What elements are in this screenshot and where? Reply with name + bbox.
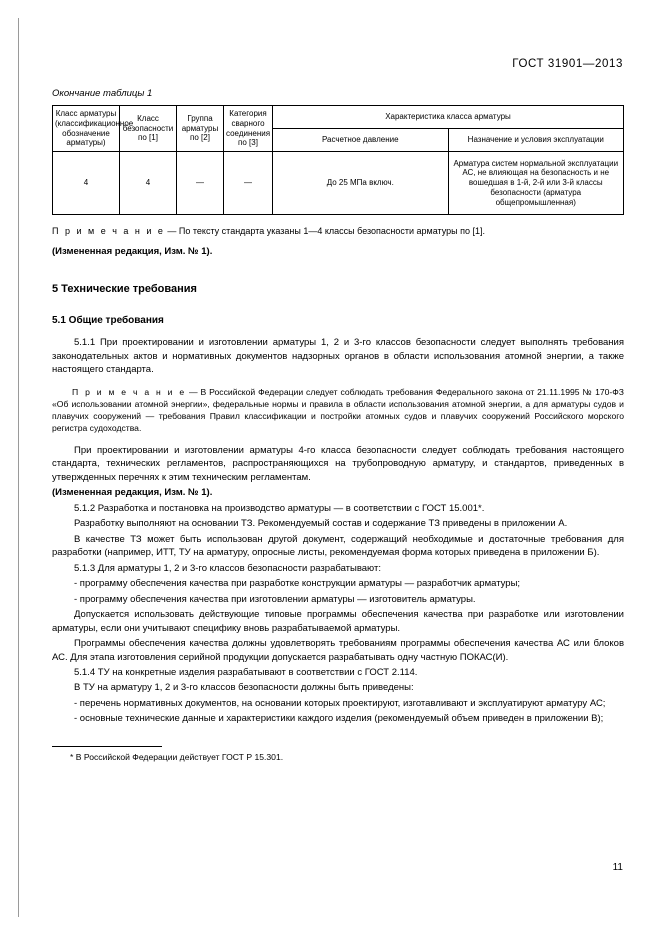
cell-design-pressure: До 25 МПа включ.: [273, 152, 449, 215]
paragraph-5-1-4-c: - перечень нормативных документов, на основании которых проектируют, изготавливают и эксплуатируют арматуру АС;: [74, 697, 606, 709]
cell-safety-class: 4: [120, 152, 177, 215]
section-heading-5-1: 5.1 Общие требования: [52, 315, 164, 327]
note-2-text: — В Российской Федерации следует соблюдать требования Федерального закона от 21.11.1995 № 170-ФЗ «Об использовании атомной энергии», федеральные нормы и правила в области использования атомной энергии, а для арматуры судов и плавучих сооружений — требования Правил классификации и постройки атомных судов и плавучих сооружений Российского морского регистра судоходства.: [52, 386, 624, 433]
cell-class-fitting: 4: [53, 152, 120, 215]
page-content: [52, 88, 624, 762]
paragraph-5-1-3-c: Допускается использовать действующие типовые программы обеспечения качества при разработке или изготовлении арматуры, если они учитывают специфику вновь разрабатываемой арматуры.: [52, 609, 624, 634]
table-note-label: П р и м е ч а н и е: [52, 226, 165, 236]
column-header-group: Группа арматуры по [2]: [177, 106, 224, 152]
page-edge-line: [18, 18, 19, 917]
paragraph-5-1-2: 5.1.2 Разработка и постановка на производство арматуры — в соответствии с ГОСТ 15.001*.: [74, 502, 485, 514]
column-header-safety-class: Класс безопасности по [1]: [120, 106, 177, 152]
paragraph-5-1-1: 5.1.1 При проектировании и изготовлении арматуры 1, 2 и 3-го классов безопасности следует выполнять требования законодательных актов и нормативных документов надзорных органов в области использования атомной энергии, а также настоящего стандарта.: [52, 337, 624, 376]
cell-group: —: [177, 152, 224, 215]
footnote-divider: [52, 746, 162, 747]
paragraph-5-1-3-a: - программу обеспечения качества при разработке конструкции арматуры — разработчик арматуры;: [74, 578, 521, 590]
paragraph-5-1-3: 5.1.3 Для арматуры 1, 2 и 3-го классов безопасности разрабатывают:: [74, 562, 381, 574]
cell-category: —: [224, 152, 273, 215]
page-header: ГОСТ 31901—2013: [512, 58, 623, 70]
table-header-row: [53, 106, 624, 129]
column-header-purpose: Назначение и условия эксплуатации: [448, 129, 624, 152]
cell-purpose: Арматура систем нормальной эксплуатации АС, не влияющая на безопасность и не вошедшая в 1-й, 2-й или 3-й классы безопасности (арматура общепромышленная): [448, 152, 624, 215]
table-caption: Окончание таблицы 1: [52, 88, 153, 99]
requirements-table: [52, 105, 624, 215]
table-row: [53, 152, 624, 215]
revision-note-2: (Измененная редакция, Изм. № 1).: [52, 487, 213, 499]
column-header-design-pressure: Расчетное давление: [273, 129, 449, 152]
column-header-category: Категория сварного соединения по [3]: [224, 106, 273, 152]
paragraph-5-1-4-b: В ТУ на арматуру 1, 2 и 3-го классов безопасности должны быть приведены:: [74, 682, 414, 694]
paragraph-5-1-2-b: Разработку выполняют на основании ТЗ. Рекомендуемый состав и содержание ТЗ приведены в приложении А.: [74, 518, 568, 530]
paragraph-5-1-2-c: В качестве ТЗ может быть использован другой документ, содержащий необходимые и достаточные требования для разработки (например, ИТТ, ТУ на арматуру, опросные листы, рекомендуемая форма которых приведена в приложении Б).: [52, 533, 624, 559]
page-number: 11: [612, 862, 623, 873]
paragraph-5-1-3-d: Программы обеспечения качества должны удовлетворять требованиям программы обеспечения качества АС или блоков АС. Для этапа изготовления серийной продукции допускается разрабатывать одну частную ПОКАС(И).: [52, 638, 624, 663]
paragraph-note-2: [52, 386, 624, 434]
paragraph-5-1-3-b: - программу обеспечения качества при изготовлении арматуры — изготовитель арматуры.: [74, 593, 476, 605]
section-heading-5: 5 Технические требования: [52, 283, 197, 296]
paragraph-after-note: При проектировании и изготовлении арматуры 4-го класса безопасности следует соблюдать требования настоящего стандарта, технических регламентов, распространяющихся на трубопроводную арматуру, и стандартов, приведенных в утвержденных перечнях к этим техническим регламентам.: [52, 444, 624, 483]
column-header-class-fitting: Класс арматуры (классификационное обозначение арматуры): [53, 106, 120, 152]
note-2-label: П р и м е ч а н и е: [72, 386, 187, 397]
table-revision-note: (Измененная редакция, Изм. № 1).: [52, 246, 213, 258]
footnote-text: * В Российской Федерации действует ГОСТ Р 15.301.: [70, 751, 284, 762]
table-note-text: — По тексту стандарта указаны 1—4 классы безопасности арматуры по [1].: [164, 226, 486, 236]
table-note: [52, 225, 624, 237]
paragraph-5-1-4-d: - основные технические данные и характеристики каждого изделия (рекомендуемый объем приведен в приложении В);: [74, 713, 604, 725]
paragraph-5-1-4: 5.1.4 ТУ на конкретные изделия разрабатывают в соответствии с ГОСТ 2.114.: [74, 666, 418, 678]
column-header-characteristic: Характеристика класса арматуры: [273, 106, 624, 129]
